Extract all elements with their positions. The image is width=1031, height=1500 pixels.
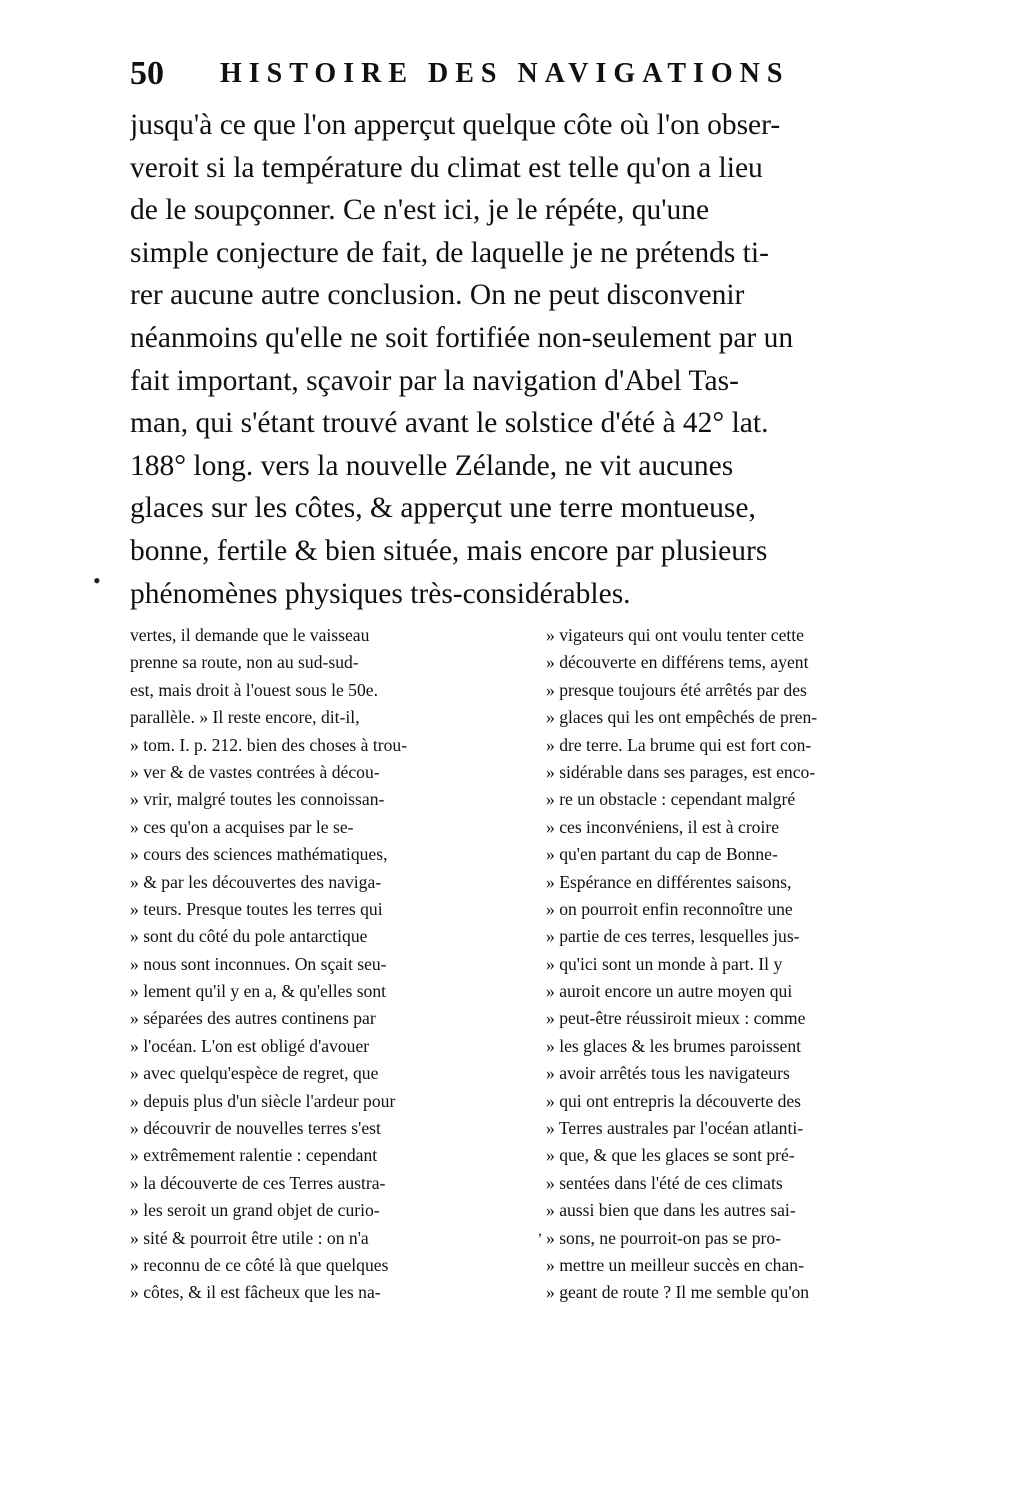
footnote-line: » on pourroit enfin reconnoître une [546,898,793,919]
footnote-line: » séparées des autres continens par [130,1008,376,1029]
margin-bullet-mark: • [93,568,101,593]
main-text-line: jusqu'à ce que l'on apperçut quelque côte où l'on obser- [130,109,781,141]
footnote-line: » sidérable dans ses parages, est enco- [546,761,816,782]
main-text-line: phénomènes physiques très-considérables. [130,577,631,610]
main-text-line: simple conjecture de fait, de laquelle je ne prétends ti- [130,236,769,269]
footnote-line: » reconnu de ce côté là que quelques [130,1254,389,1275]
footnote-line: » qui ont entrepris la découverte des [546,1090,802,1111]
main-text-line: bonne, fertile & bien située, mais encore par plusieurs [130,534,768,567]
main-text-line: veroit si la température du climat est telle qu'on a lieu [130,151,763,184]
footnote-line: » avec quelqu'espèce de regret, que [130,1063,379,1084]
footnote-line: » ver & de vastes contrées à décou- [130,761,380,782]
footnote-right-column [546,622,938,1307]
footnote-line: » sont du côté du pole antarctique [130,926,368,947]
footnote-line: » depuis plus d'un siècle l'ardeur pour [130,1090,396,1111]
footnote-line: » partie de ces terres, lesquelles jus- [546,926,800,947]
footnote-line: » les glaces & les brumes paroissent [546,1035,802,1056]
footnote-line: vertes, il demande que le vaisseau [130,625,370,645]
footnote-line: » aussi bien que dans les autres sai- [546,1200,796,1221]
page-number: 50 [130,55,164,92]
footnote-line: » ces qu'on a acquises par le se- [130,816,354,837]
footnote-line: prenne sa route, non au sud-sud- [130,652,359,673]
footnote-line: » que, & que les glaces se sont pré- [546,1145,795,1166]
page-header [130,50,950,98]
footnote-line: » découvrir de nouvelles terres s'est [130,1118,381,1139]
footnote-line: » découverte en différens tems, ayent [546,652,809,673]
footnote-line: » dre terre. La brume qui est fort con- [546,734,812,755]
main-text-line: rer aucune autre conclusion. On ne peut disconvenir [130,279,745,312]
footnote-line: est, mais droit à l'ouest sous le 50e. [130,679,378,700]
footnote-line: » Terres australes par l'océan atlanti- [546,1118,804,1139]
footnote-line: » sons, ne pourroit-on pas se pro- [546,1227,782,1248]
footnote-line: » mettre un meilleur succès en chan- [546,1254,804,1275]
footnote-line: » sentées dans l'été de ces climats [546,1172,783,1193]
footnote-line: » nous sont inconnues. On sçait seu- [130,953,387,974]
footnote-line: » peut-être réussiroit mieux : comme [546,1008,806,1029]
running-title: HISTOIRE DES NAVIGATIONS [220,58,790,89]
footnote-line: » ces inconvéniens, il est à croire [546,816,780,837]
footnote-line: » re un obstacle : cependant malgré [546,789,796,810]
footnote-left-column [130,622,522,1307]
footnote-line: » côtes, & il est fâcheux que les na- [130,1282,381,1303]
footnote-line: » geant de route ? Il me semble qu'on [546,1282,810,1303]
footnote-line: » glaces qui les ont empêchés de pren- [546,707,818,728]
footnote-line: » tom. I. p. 212. bien des choses à trou- [130,734,408,755]
main-text-line: glaces sur les côtes, & apperçut une terre montueuse, [130,492,756,525]
main-text-line: 188° long. vers la nouvelle Zélande, ne vit aucunes [130,449,734,482]
main-text-line: fait important, sçavoir par la navigation d'Abel Tas- [130,364,739,397]
main-text-line: man, qui s'étant trouvé avant le solstice d'été à 42° lat. [130,407,769,440]
footnote-line: » auroit encore un autre moyen qui [546,981,793,1002]
footnote-line: » Espérance en différentes saisons, [546,871,792,892]
footnote-line: parallèle. » Il reste encore, dit-il, [130,707,360,728]
main-text-block [130,104,960,615]
main-text-line: néanmoins qu'elle ne soit fortifiée non-seulement par un [130,321,794,354]
footnote-line: » sité & pourroit être utile : on n'a [130,1227,369,1248]
footnote-line: » extrêmement ralentie : cependant [130,1145,378,1166]
footnote-line: » avoir arrêtés tous les navigateurs [546,1063,790,1084]
footnote-line: » vigateurs qui ont voulu tenter cette [546,625,804,645]
footnote-line: » les seroit un grand objet de curio- [130,1200,380,1221]
footnote-line: » qu'ici sont un monde à part. Il y [546,953,783,974]
main-text-line: de le soupçonner. Ce n'est ici, je le répéte, qu'une [130,194,710,227]
footnote-line: » qu'en partant du cap de Bonne- [546,844,778,865]
footnote-line: » lement qu'il y en a, & qu'elles sont [130,981,387,1002]
footnote-line: » & par les découvertes des naviga- [130,871,382,892]
gutter-ink-mark: , [538,1222,542,1239]
footnote-line: » cours des sciences mathématiques, [130,844,388,865]
footnote-line: » vrir, malgré toutes les connoissan- [130,789,385,810]
footnote-line: » la découverte de ces Terres austra- [130,1172,386,1193]
footnote-line: » presque toujours été arrêtés par des [546,679,807,700]
footnote-line: » teurs. Presque toutes les terres qui [130,898,383,919]
footnote-line: » l'océan. L'on est obligé d'avouer [130,1035,370,1056]
